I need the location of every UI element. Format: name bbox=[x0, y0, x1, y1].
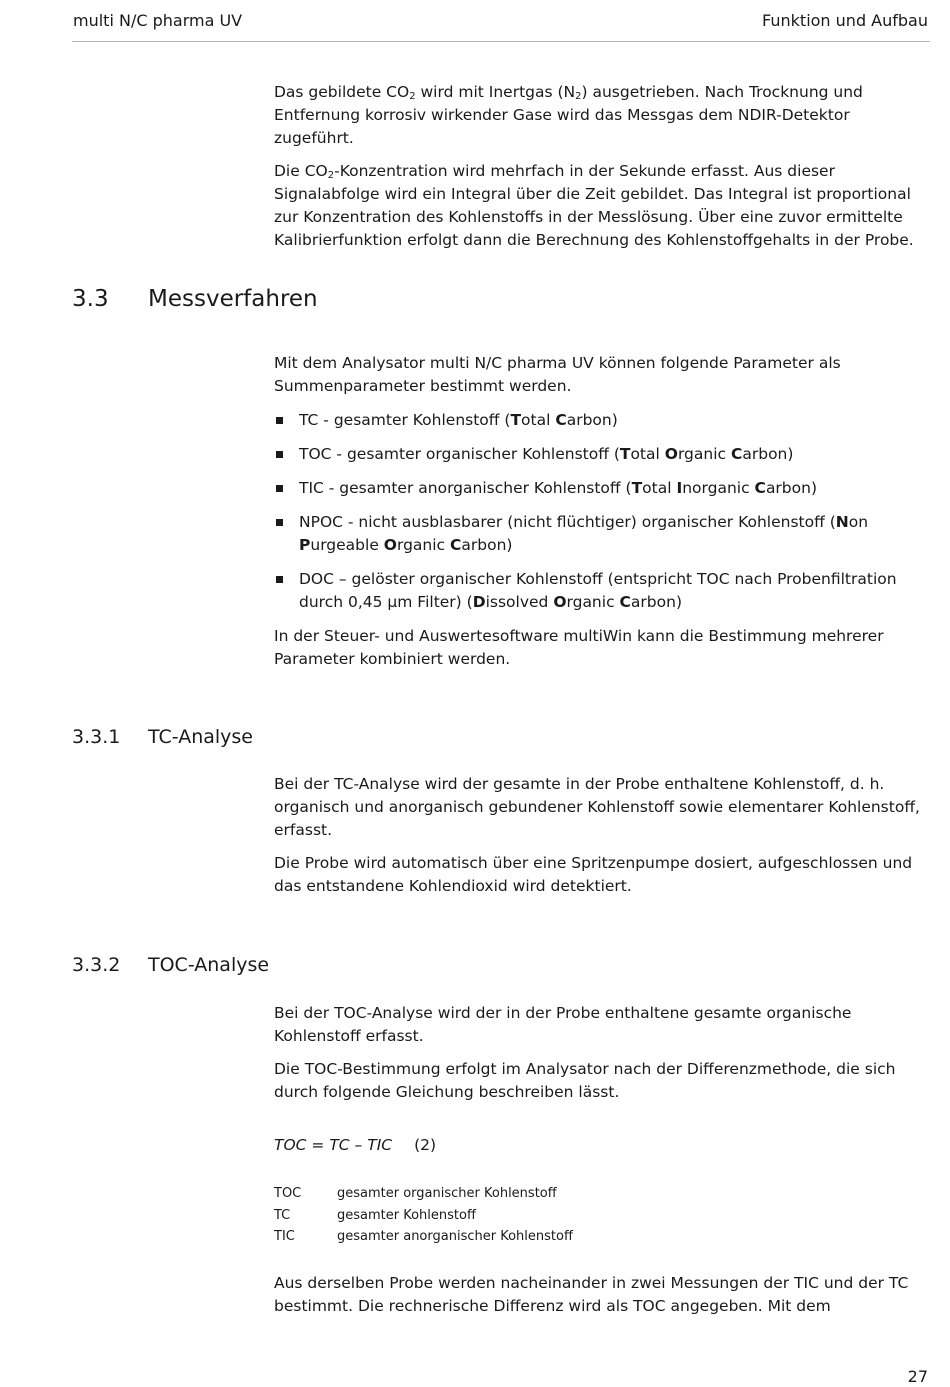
text-run: Die CO bbox=[274, 162, 328, 180]
text-run: wird mit Inertgas (N bbox=[415, 83, 576, 101]
acronym-letter: T bbox=[510, 411, 522, 429]
acronym-letter: O bbox=[553, 593, 567, 611]
abbreviation-row bbox=[274, 1205, 934, 1227]
text-run: -Konzentration wird mehrfach in der Sekunde erfasst. Aus dieser Signalabfolge wird ein Integral über die Zeit gebildet. Das Integral ist proportional zur Konzentration des Kohlenstoffs in der Messlösung. Über eine zuvor ermittelte Kalibrierfunktion erfolgt dann die Berechnung des Kohlenstoffgehalts in der Probe. bbox=[274, 162, 914, 249]
header-divider bbox=[72, 41, 930, 42]
text-run: issolved bbox=[485, 593, 554, 611]
text-run: otal bbox=[642, 479, 677, 497]
parameter-list-item bbox=[274, 477, 934, 500]
acronym-letter: C bbox=[619, 593, 631, 611]
subscript: 2 bbox=[575, 91, 582, 102]
text-run: TC - gesamter Kohlenstoff ( bbox=[299, 411, 511, 429]
abbreviation-row bbox=[274, 1226, 934, 1248]
text-run: DOC – gelöster organischer Kohlenstoff (entspricht TOC nach Probenfiltration durch 0,45 µm Filter) ( bbox=[299, 570, 897, 611]
text-run: rganic bbox=[396, 536, 450, 554]
subscript: 2 bbox=[409, 91, 416, 102]
page-number: 27 bbox=[907, 1367, 928, 1386]
abbreviation-list bbox=[274, 1183, 934, 1248]
section-3-3-outro: In der Steuer- und Auswertesoftware multiWin kann die Bestimmung mehrerer Parameter kombiniert werden. bbox=[274, 627, 884, 668]
parameter-list-item bbox=[274, 511, 934, 557]
acronym-letter: O bbox=[383, 536, 397, 554]
text-run: TOC - gesamter organischer Kohlenstoff ( bbox=[299, 445, 620, 463]
acronym-letter: C bbox=[754, 479, 766, 497]
text-run: arbon) bbox=[742, 445, 794, 463]
section-3-3-2-paragraph-1: Bei der TOC-Analyse wird der in der Probe enthaltene gesamte organische Kohlenstoff erfasst. bbox=[274, 1004, 852, 1045]
text-run: rganic bbox=[677, 445, 731, 463]
section-number: 3.3 bbox=[72, 286, 109, 312]
abbreviation-description: gesamter anorganischer Kohlenstoff bbox=[337, 1229, 573, 1244]
abbreviation-row bbox=[274, 1183, 934, 1205]
intro-text bbox=[274, 81, 934, 252]
abbreviation-description: gesamter Kohlenstoff bbox=[337, 1207, 476, 1223]
parameter-list-item bbox=[274, 409, 934, 432]
text-run: NPOC - nicht ausblasbarer (nicht flüchtiger) organischer Kohlenstoff ( bbox=[299, 513, 836, 531]
section-3-3-2-paragraph-3: Aus derselben Probe werden nacheinander in zwei Messungen der TIC und der TC bestimmt. Die rechnerische Differenz wird als TOC angegeben. Mit dem bbox=[274, 1273, 909, 1315]
subscript: 2 bbox=[327, 170, 335, 181]
section-title: Messverfahren bbox=[148, 286, 318, 312]
abbreviation-term: TIC bbox=[274, 1229, 295, 1244]
equation: TOC = TC – TIC bbox=[274, 1136, 393, 1154]
text-run: rganic bbox=[566, 593, 620, 611]
acronym-letter: D bbox=[472, 593, 486, 611]
intro-paragraph-2 bbox=[274, 160, 934, 252]
intro-paragraph-1 bbox=[274, 81, 934, 150]
acronym-letter: C bbox=[555, 411, 567, 429]
text-run: ) ausgetrieben. Nach Trocknung und Entfernung korrosiv wirkender Gase wird das Messgas dem NDIR-Detektor zugeführt. bbox=[274, 83, 863, 147]
equation-number: (2) bbox=[414, 1136, 437, 1154]
text-run: arbon) bbox=[630, 593, 682, 611]
abbreviation-description: gesamter organischer Kohlenstoff bbox=[337, 1186, 557, 1201]
section-3-3-2-paragraph-2: Die TOC-Bestimmung erfolgt im Analysator nach der Differenzmethode, die sich durch folgende Gleichung beschreiben lässt. bbox=[274, 1060, 896, 1101]
section-3-3-1-paragraph-2: Die Probe wird automatisch über eine Spritzenpumpe dosiert, aufgeschlossen und das entstandene Kohlendioxid wird detektiert. bbox=[274, 854, 913, 895]
acronym-letter: N bbox=[835, 513, 849, 531]
section-3-3-body bbox=[274, 352, 934, 671]
section-title: TC-Analyse bbox=[148, 726, 253, 748]
section-number: 3.3.2 bbox=[72, 954, 121, 976]
text-run: urgeable bbox=[310, 536, 384, 554]
section-number: 3.3.1 bbox=[72, 726, 121, 748]
text-run: arbon) bbox=[461, 536, 513, 554]
acronym-letter: T bbox=[631, 479, 643, 497]
acronym-letter: C bbox=[730, 445, 743, 463]
header-chapter-title: Funktion und Aufbau bbox=[762, 11, 928, 30]
acronym-letter: I bbox=[676, 479, 683, 497]
acronym-letter: O bbox=[664, 445, 678, 463]
header-document-title: multi N/C pharma UV bbox=[73, 11, 243, 30]
text-run: arbon) bbox=[566, 411, 618, 429]
text-run: otal bbox=[630, 445, 665, 463]
text-run: otal bbox=[521, 411, 556, 429]
parameter-list-item bbox=[274, 568, 934, 614]
text-run: norganic bbox=[682, 479, 755, 497]
section-title: TOC-Analyse bbox=[148, 954, 270, 976]
acronym-letter: T bbox=[619, 445, 631, 463]
equation-line bbox=[274, 1134, 934, 1157]
parameter-list bbox=[274, 409, 934, 614]
abbreviation-term: TC bbox=[274, 1207, 291, 1223]
text-run: TIC - gesamter anorganischer Kohlenstoff ( bbox=[299, 479, 632, 497]
parameter-list-item bbox=[274, 443, 934, 466]
text-run: Das gebildete CO bbox=[274, 83, 410, 101]
text-run: on bbox=[848, 513, 869, 531]
section-3-3-1-body bbox=[274, 773, 934, 898]
section-3-3-1-paragraph-1: Bei der TC-Analyse wird der gesamte in der Probe enthaltene Kohlenstoff, d. h. organisch und anorganisch gebundener Kohlenstoff sowie elementarer Kohlenstoff, erfasst. bbox=[274, 775, 920, 839]
abbreviation-term: TOC bbox=[274, 1186, 302, 1201]
section-3-3-2-body bbox=[274, 1002, 934, 1318]
section-3-3-intro: Mit dem Analysator multi N/C pharma UV können folgende Parameter als Summenparameter bestimmt werden. bbox=[274, 354, 841, 395]
text-run: arbon) bbox=[765, 479, 818, 497]
acronym-letter: C bbox=[450, 536, 462, 554]
acronym-letter: P bbox=[299, 536, 311, 554]
